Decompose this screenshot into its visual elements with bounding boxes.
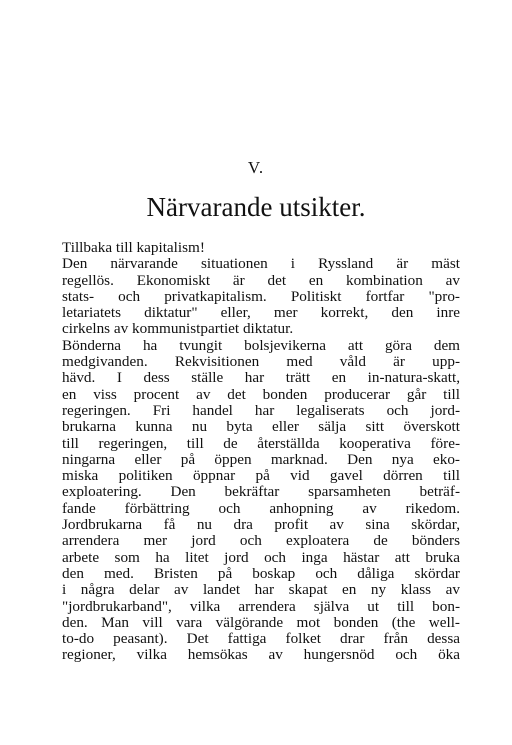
text-line: to-do peasant). Det fattiga folket drar från dessa [62, 630, 460, 648]
text-line: fande förbättring och anhopning av rikedom. [62, 499, 460, 517]
text-line: Tillbaka till kapitalism! [62, 239, 205, 256]
text-line: regellös. Ekonomiskt är det en kombination av [62, 271, 460, 289]
text-line: i några delar av landet har skapat en ny klass av [62, 581, 460, 599]
text-line: cirkelns av kommunistpartiet diktatur. [62, 320, 294, 338]
text-line: arbete som ha litet jord och inga hästar att bruka [62, 548, 460, 566]
text-line: Bönderna ha tvungit bolsjevikerna att göra dem [62, 336, 460, 354]
body-text [62, 240, 460, 664]
text-line: regeringen. Fri handel har legaliserats och jord- [62, 401, 460, 419]
text-line: medgivanden. Rekvisitionen med våld är upp- [62, 353, 460, 371]
text-line: miska politiken öppnar på vid gavel dörren till [62, 467, 460, 485]
text-line: en viss procent av det bonden producerar går till [62, 385, 460, 403]
text-line: Den närvarande situationen i Ryssland är mäst [62, 255, 460, 273]
text-line: exploatering. Den bekräftar sparsamheten beträf- [62, 483, 460, 501]
text-line: ningarna eller på öppen marknad. Den nya eko- [62, 450, 460, 468]
text-line: brukarna kunna nu byta eller sälja sitt överskott [62, 418, 460, 436]
text-line: letariatets diktatur" eller, mer korrekt, den inre [62, 304, 460, 322]
text-line: regioner, vilka hemsökas av hungersnöd och öka [62, 646, 460, 664]
text-line: den. Man vill vara välgörande mot bonden (the well- [62, 613, 460, 631]
text-line: till regeringen, till de återställda kooperativa före- [62, 434, 460, 452]
text-line: hävd. I dess ställe har trätt en in-natura-skatt, [62, 369, 460, 387]
text-line: Jordbrukarna få nu dra profit av sina skördar, [62, 516, 460, 534]
text-line: "jordbrukarband", vilka arrendera själva ut till bon- [62, 597, 460, 615]
chapter-number: V. [247, 158, 265, 177]
chapter-title: Närvarande utsikter. [146, 192, 366, 222]
text-line: stats- och privatkapitalism. Politiskt fortfar "pro- [62, 287, 460, 305]
text-line: den med. Bristen på boskap och dåliga skördar [62, 564, 460, 582]
text-line: arrendera mer jord och exploatera de bönders [62, 532, 460, 550]
